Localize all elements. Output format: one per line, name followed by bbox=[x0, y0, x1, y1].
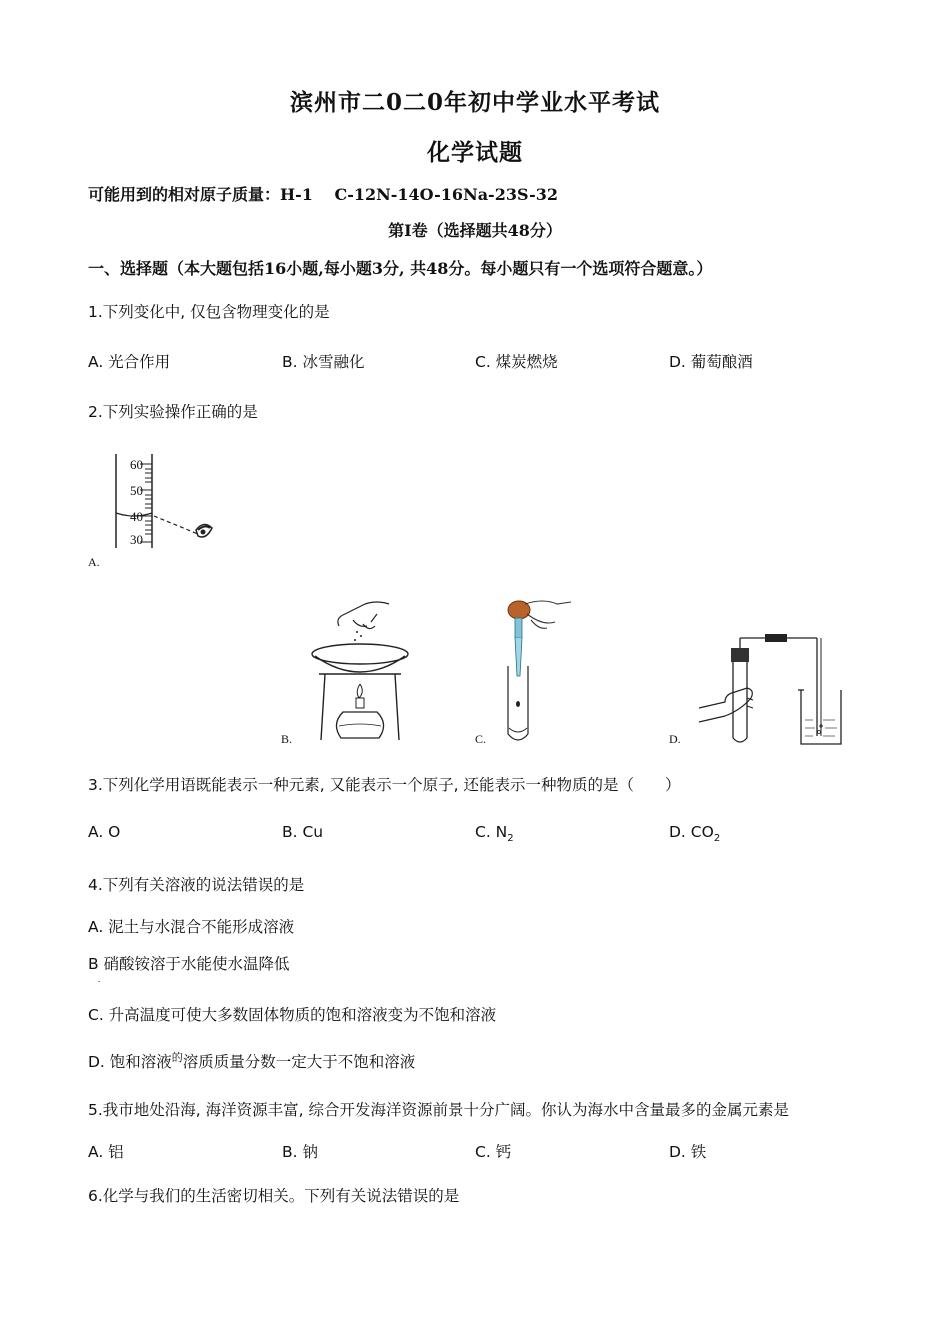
cylinder-tick-60: 60 bbox=[130, 457, 143, 472]
cylinder-tick-40: 40 bbox=[130, 509, 143, 524]
q4-option-c[interactable]: C. 升高温度可使大多数固体物质的饱和溶液变为不饱和溶液 bbox=[88, 1006, 497, 1024]
q1-option-a[interactable]: A. 光合作用 bbox=[88, 353, 171, 371]
figure-c-label: C. bbox=[475, 732, 487, 746]
question-4-stem: 4.下列有关溶液的说法错误的是 bbox=[88, 876, 305, 894]
q5-option-b[interactable]: B. 钠 bbox=[282, 1143, 318, 1161]
q3-option-a[interactable]: A. O bbox=[88, 823, 121, 841]
figure-b-evaporation bbox=[305, 600, 415, 745]
q1-option-c[interactable]: C. 煤炭燃烧 bbox=[475, 353, 558, 371]
cylinder-tick-50: 50 bbox=[130, 483, 143, 498]
atomic-mass-line: 可能用到的相对原子质量：H-1 C-12N-14O-16Na-23S-32 bbox=[88, 185, 559, 204]
q3-option-b[interactable]: B. Cu bbox=[282, 823, 324, 841]
q4-stray-dot: . bbox=[98, 974, 101, 984]
question-6-stem: 6.化学与我们的生活密切相关。下列有关说法错误的是 bbox=[88, 1187, 460, 1205]
question-3-stem: 3.下列化学用语既能表示一种元素, 又能表示一个原子, 还能表示一种物质的是（ ） bbox=[88, 776, 681, 794]
page-title: 滨州市二0二0年初中学业水平考试 bbox=[289, 89, 660, 116]
question-1-stem: 1.下列变化中, 仅包含物理变化的是 bbox=[88, 303, 330, 321]
q5-option-d[interactable]: D. 铁 bbox=[669, 1143, 707, 1161]
page-subtitle: 化学试题 bbox=[427, 139, 523, 166]
cylinder-tick-30: 30 bbox=[130, 532, 143, 547]
q4-option-b[interactable]: B 硝酸铵溶于水能使水温降低 bbox=[88, 955, 290, 973]
q3-option-d[interactable]: D. $CO_2$ bbox=[669, 823, 721, 845]
figure-a-label: A. bbox=[88, 555, 100, 569]
q5-option-a[interactable]: A. 铝 bbox=[88, 1143, 124, 1161]
figure-b-label: B. bbox=[281, 732, 293, 746]
figure-a-cylinder-reading bbox=[110, 450, 220, 555]
figure-c-dropper bbox=[495, 596, 575, 746]
q3-option-c[interactable]: C. $N_2$ bbox=[475, 823, 514, 845]
question-5-stem: 5.我市地处沿海, 海洋资源丰富, 综合开发海洋资源前景十分广阔。你认为海水中含量最多的金属元素是 bbox=[88, 1101, 789, 1119]
q4-option-a[interactable]: A. 泥土与水混合不能形成溶液 bbox=[88, 918, 295, 936]
question-2-stem: 2.下列实验操作正确的是 bbox=[88, 403, 258, 421]
q4-option-d[interactable]: D. 饱和溶液$^的$溶质质量分数一定大于不饱和溶液 bbox=[88, 1051, 416, 1072]
figure-d-airtightness-check bbox=[695, 628, 845, 746]
q1-option-d[interactable]: D. 葡萄酿酒 bbox=[669, 353, 753, 371]
q5-option-c[interactable]: C. 钙 bbox=[475, 1143, 512, 1161]
q1-option-b[interactable]: B. 冰雪融化 bbox=[282, 353, 365, 371]
figure-d-label: D. bbox=[669, 732, 681, 746]
section-heading: 一、选择题（本大题包括16小题,每小题3分, 共48分。每小题只有一个选项符合题意。） bbox=[88, 259, 713, 278]
volume-heading: 第I卷（选择题共48分） bbox=[388, 221, 562, 240]
